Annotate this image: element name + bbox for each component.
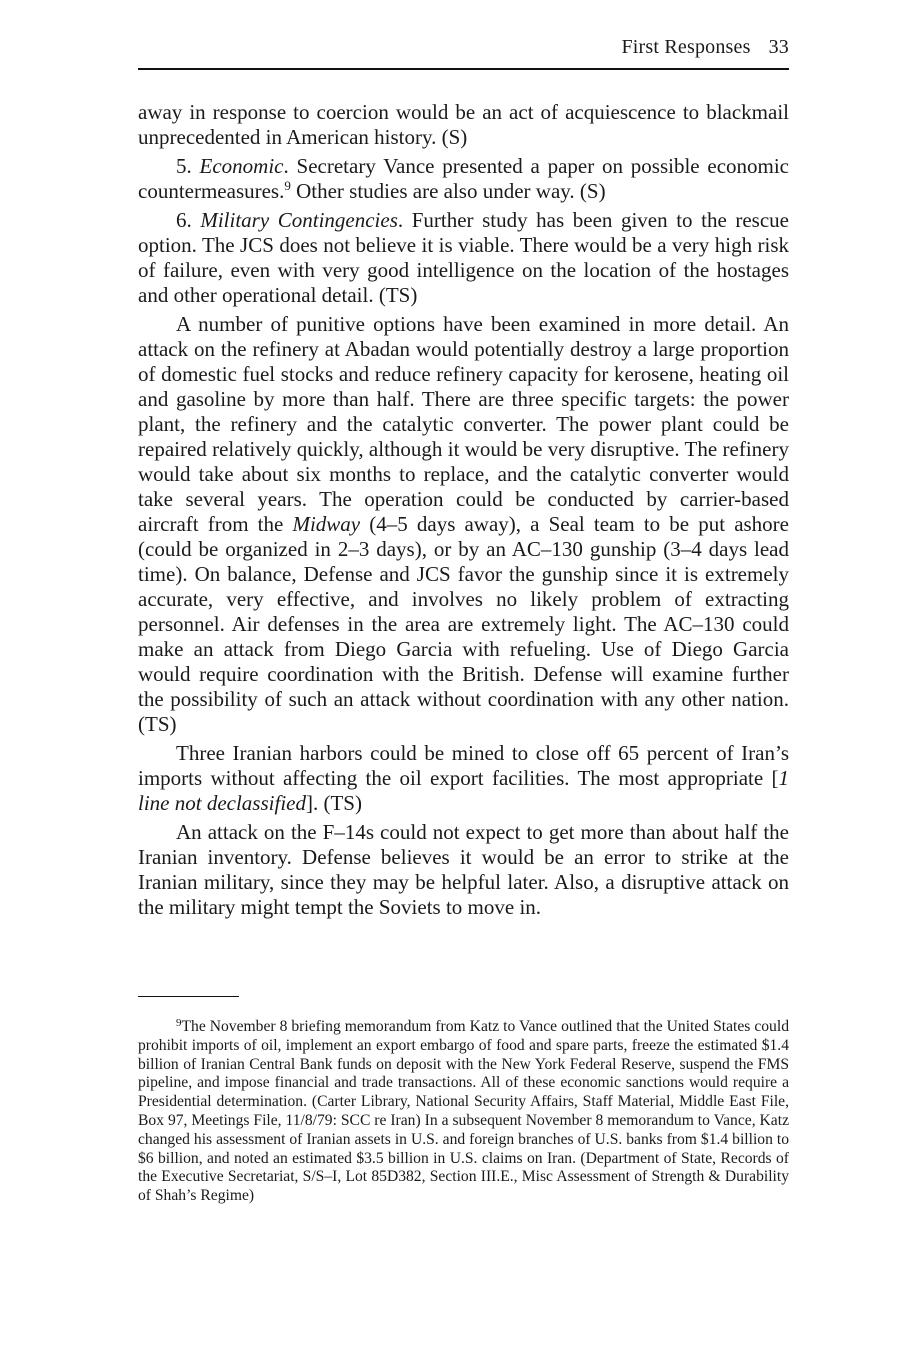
footnote-text: The November 8 briefing memorandum from Katz to Vance outlined that the United States could prohibit imports of oil, implement an export embargo of food and spare parts, freeze the estimated $1.4 billion of Iranian Central Bank funds on deposit with the New York Federal Reserve, suspend the FMS pipeline, and impose financial and trade transactions. All of these economic sanctions would require a Presidential determination. (Carter Library, National Security Affairs, Staff Material, Middle East File, Box 97, Meetings File, 11/8/79: SCC re Iran) In a subsequent November 8 memorandum to Vance, Katz changed his assessment of Iranian assets in U.S. and foreign branches of U.S. banks from $1.4 billion to $6 billion, and noted an estimated $3.5 billion in U.S. claims on Iran. (Department of State, Records of the Executive Secretariat, S/S–I, Lot 85D382, Section III.E., Misc Assessment of Strength & Durability of Shah’s Regime) <box>138 1018 789 1205</box>
heading-economic: Economic <box>199 154 284 178</box>
paragraph-economic: 5. Economic. Secretary Vance presented a paper on possible economic countermeasures.$^9$ Other studies are also under way. (S) <box>138 154 790 203</box>
ship-name: Midway <box>292 512 361 536</box>
footnote <box>138 1018 789 1206</box>
page-number: 33 <box>768 36 789 58</box>
running-header <box>138 36 789 66</box>
redaction-note: 1 line not declassified <box>138 766 789 815</box>
paragraph-continuation: away in response to coercion would be an act of acquiescence to blackmail unprecedented in American history. (S) <box>138 100 789 149</box>
paragraph-harbors: Three Iranian harbors could be mined to close off 65 percent of Iran’s imports without affecting the oil export facilities. The most appropriate [1 line not declassified]. (TS) <box>138 741 789 815</box>
footnote-ref[interactable]: 9 <box>284 178 291 193</box>
paragraph-punitive-options: A number of punitive options have been examined in more detail. An attack on the refinery at Abadan would potentially destroy a large proportion of domestic fuel stocks and reduce refinery capacity for kerosene, heating oil and gasoline by more than half. There are three specific targets: the power plant, the refinery and the catalytic converter. The power plant could be repaired relatively quickly, although it would be very disruptive. The refinery would take about six months to replace, and the catalytic converter would take several years. The operation could be conducted by carrier-based aircraft from the Midway (4–5 days away), a Seal team to be put ashore (could be organized in 2–3 days), or by an AC–130 gunship (3–4 days lead time). On balance, Defense and JCS favor the gunship since it is extremely accurate, very effective, and involves no likely problem of extracting personnel. Air defenses in the area are extremely light. The AC–130 could make an attack from Diego Garcia with refueling. Use of Diego Garcia would require coordination with the British. Defense will examine further the possibility of such an attack without coordination with any other nation. (TS) <box>138 312 789 736</box>
heading-military-contingencies: Military Contingencies <box>200 208 398 232</box>
header-rule <box>138 68 789 70</box>
paragraph-military-contingencies: 6. Military Contingencies. Further study has been given to the rescue option. The JCS does not believe it is viable. There would be a very high risk of failure, even with very good intelligence on the location of the hostages and other operational detail. (TS) <box>138 208 789 307</box>
main-text <box>138 100 789 924</box>
running-title: First Responses <box>621 36 751 58</box>
footnote-rule <box>138 996 239 997</box>
paragraph-f14s: An attack on the F–14s could not expect to get more than about half the Iranian inventory. Defense believes it would be an error to strike at the Iranian military, since they may be helpful later. Also, a disruptive attack on the military might tempt the Soviets to move in. <box>138 820 789 919</box>
footnote-number: 9 <box>176 1017 182 1029</box>
